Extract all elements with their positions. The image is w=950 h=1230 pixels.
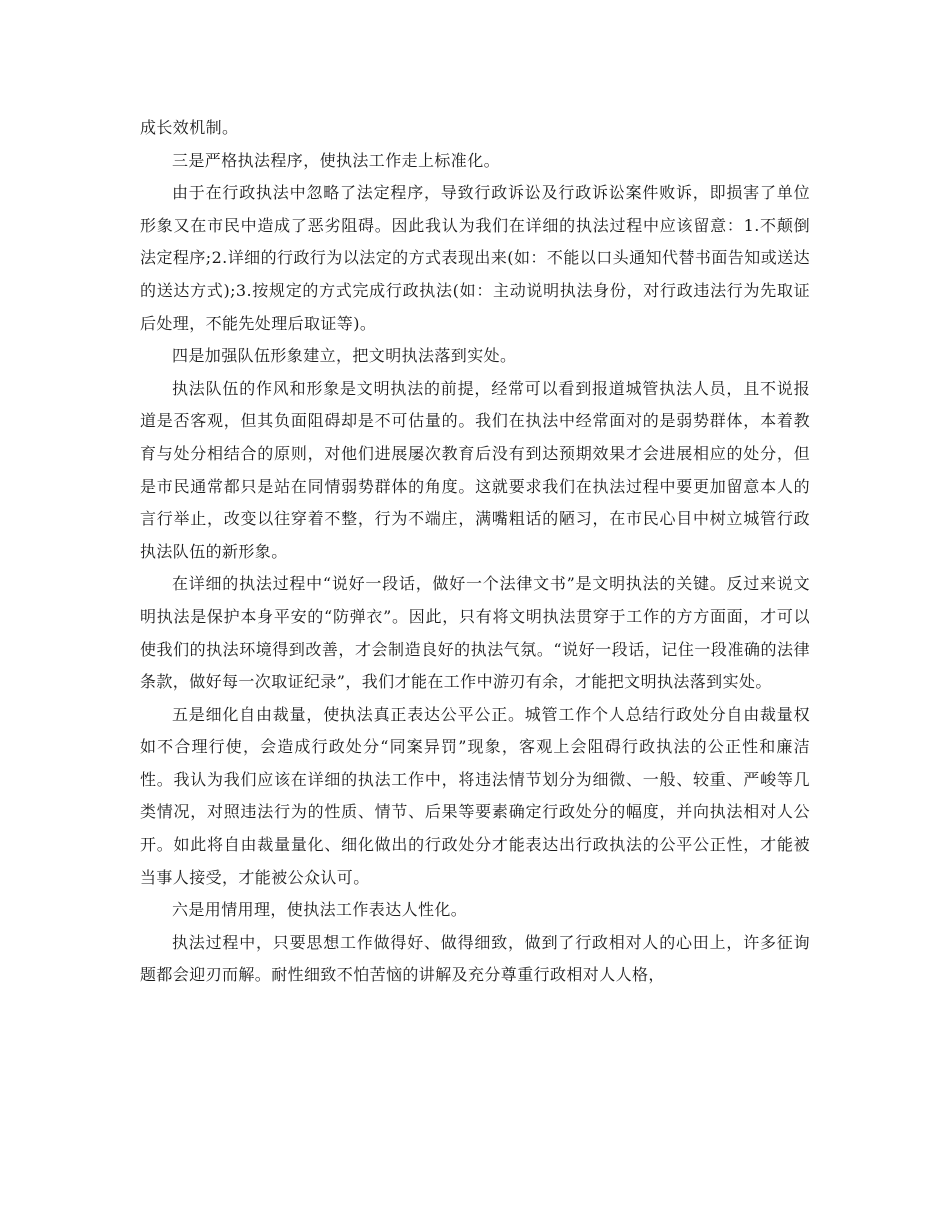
paragraph-team-image: 执法队伍的作风和形象是文明执法的前提，经常可以看到报道城管执法人员，且不说报道是否客观，但其负面阻碍却是不可估量的。我们在执法中经常面对的是弱势群体，本着教育与处分相结合的原则，对他们进展屡次教育后没有到达预期效果才会进展相应的处分，但是市民通常都只是站在同情弱势群体的角度。这就要求我们在执法过程中要更加留意本人的言行举止，改变以往穿着不整，行为不端庄，满嘴粗话的陋习，在市民心目中树立城管行政执法队伍的新形象。 xyxy=(140,378,810,561)
document-body xyxy=(140,112,810,992)
section-heading-four: 四是加强队伍形象建立，把文明执法落到实处。 xyxy=(172,346,517,366)
paragraph-humane-enforcement: 执法过程中，只要思想工作做得好、做得细致，做到了行政相对人的心田上，许多征询题都会迎刃而解。耐性细致不怕苦恼的讲解及充分尊重行政相对人人格， xyxy=(140,932,810,985)
section-heading-three: 三是严格执法程序，使执法工作走上标准化。 xyxy=(172,150,501,170)
section-heading-six: 六是用情用理，使执法工作表达人性化。 xyxy=(172,900,468,920)
paragraph-procedure: 由于在行政执法中忽略了法定程序，导致行政诉讼及行政诉讼案件败诉，即损害了单位形象又在市民中造成了恶劣阻碍。因此我认为我们在详细的执法过程中应该留意：1.不颠倒法定程序;2.详细的行政行为以法定的方式表现出来(如：不能以口头通知代替书面告知或送达的送达方式);3.按规定的方式完成行政执法(如：主动说明执法身份，对行政违法行为先取证后处理，不能先处理后取证等)。 xyxy=(140,183,810,333)
section-heading-five: 五是细化自由裁量，使执法真正表达公平公正。城管工作个人总结行政处分自由裁量权如不合理行使，会造成行政处分“同案异罚”现象，客观上会阻碍行政执法的公正性和廉洁性。我认为我们应该在详细的执法工作中，将违法情节划分为细微、一般、较重、严峻等几类情况，对照违法行为的性质、情节、后果等要素确定行政处分的幅度，并向执法相对人公开。如此将自由裁量量化、细化做出的行政处分才能表达出行政执法的公平公正性，才能被当事人接受，才能被公众认可。 xyxy=(140,704,810,887)
paragraph-continuation: 成长效机制。 xyxy=(140,118,239,137)
paragraph-civil-enforcement: 在详细的执法过程中“说好一段话，做好一个法律文书”是文明执法的关键。反过来说文明执法是保护本身平安的“防弹衣”。因此，只有将文明执法贯穿于工作的方方面面，才可以使我们的执法环境得到改善，才会制造良好的执法气氛。“说好一段话，记住一段准确的法律条款，做好每一次取证纪录”，我们才能在工作中游刃有余，才能把文明执法落到实处。 xyxy=(140,574,810,692)
